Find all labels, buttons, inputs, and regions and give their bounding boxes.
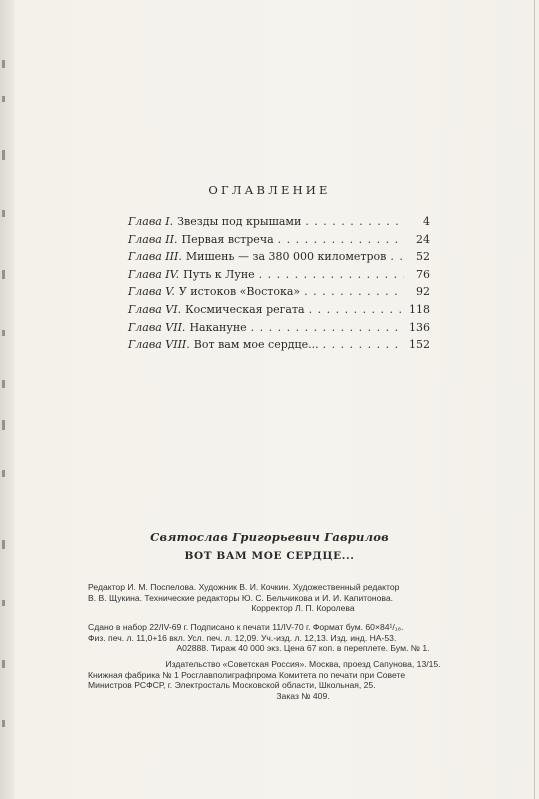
toc-leader-dots — [305, 213, 404, 231]
toc-entry — [128, 336, 430, 354]
colophon-print-info — [88, 622, 518, 654]
toc-page-number: 76 — [416, 267, 430, 281]
spine-mark — [2, 380, 5, 388]
toc-chapter-number: Глава VI. — [128, 302, 182, 316]
toc-leader-dots — [309, 301, 404, 319]
toc-entry — [128, 301, 430, 319]
toc-leader-dots — [323, 336, 404, 354]
spine-mark — [2, 96, 5, 102]
toc-page-number: 92 — [416, 285, 430, 299]
toc-chapter-number: Глава I. — [128, 215, 174, 228]
spine-mark — [2, 60, 5, 68]
author-name: Святослав Григорьевич Гаврилов — [150, 530, 389, 544]
colophon-line: Редактор И. М. Поспелова. Художник В. И. Кочкин. Художественный редактор — [88, 582, 400, 592]
spine-mark — [2, 470, 5, 477]
colophon-line: Физ. печ. л. 11,0+16 вкл. Усл. печ. л. 12,09. Уч.-изд. л. 12,13. Изд. инд. НА-53. — [88, 632, 397, 643]
toc-chapter-number: Глава V. — [128, 285, 175, 299]
colophon-editors — [88, 582, 518, 614]
toc-entry — [128, 266, 430, 284]
toc-chapter-name: Звезды под крышами — [177, 215, 302, 228]
colophon-line: В. В. Щукина. Технические редакторы Ю. С. Бельчикова и И. И. Капитонова. — [88, 592, 394, 603]
toc-leader-dots — [259, 266, 404, 284]
colophon-line: Сдано в набор 22/IV-69 г. Подписано к печати 11/IV-70 г. Формат бум. 60×84¹/₁₆. — [88, 622, 404, 632]
spine-mark — [2, 600, 5, 606]
spine-mark — [2, 420, 5, 430]
toc-chapter-name: Мишень — за 380 000 километров — [185, 250, 387, 264]
page-spine-edge — [0, 0, 14, 799]
toc-leader-dots — [304, 283, 404, 301]
colophon-line: Корректор Л. П. Королева — [251, 603, 355, 614]
toc-entry — [128, 213, 430, 231]
toc-chapter-number: Глава IV. — [128, 267, 180, 281]
toc-page-number: 24 — [416, 232, 430, 246]
spine-mark — [2, 150, 5, 160]
colophon-publisher — [88, 659, 518, 701]
toc-leader-dots — [251, 319, 404, 337]
toc-entry — [128, 231, 430, 249]
table-of-contents — [128, 213, 430, 354]
colophon-line: Книжная фабрика № 1 Росглавполиграфпрома Комитета по печати при Совете — [88, 669, 406, 680]
spine-mark — [2, 270, 5, 279]
toc-chapter-number: Глава VII. — [128, 320, 186, 334]
toc-chapter-name: Накануне — [189, 320, 247, 334]
toc-chapter-number: Глава VIII. — [128, 338, 190, 352]
colophon-line: А02888. Тираж 40 000 экз. Цена 67 коп. в переплете. Бум. № 1. — [176, 643, 430, 654]
spine-mark — [2, 210, 5, 217]
toc-page-number: 136 — [409, 320, 430, 334]
toc-entry — [128, 248, 430, 266]
colophon-line: Министров РСФСР, г. Электросталь Московской области, Школьная, 25. — [88, 680, 376, 691]
spine-mark — [2, 720, 5, 727]
colophon-line: Издательство «Советская Россия». Москва, проезд Сапунова, 13/15. — [165, 659, 441, 669]
book-title: ВОТ ВАМ МОЕ СЕРДЦЕ... — [184, 550, 355, 562]
toc-entry — [128, 319, 430, 337]
toc-page-number: 52 — [416, 250, 430, 264]
toc-entry — [128, 283, 430, 301]
toc-chapter-name: Вот вам мое сердце... — [193, 338, 319, 352]
toc-chapter-name: Космическая регата — [185, 302, 305, 316]
spine-mark — [2, 660, 5, 668]
spine-mark — [2, 330, 5, 336]
toc-chapter-number: Глава III. — [128, 250, 182, 264]
toc-chapter-name: Первая встреча — [181, 232, 274, 246]
toc-leader-dots — [390, 248, 404, 266]
toc-chapter-number: Глава II. — [128, 232, 178, 246]
toc-leader-dots — [278, 231, 404, 249]
toc-page-number: 152 — [409, 338, 430, 352]
toc-page-number: 118 — [409, 302, 430, 316]
toc-chapter-name: Путь к Луне — [183, 267, 255, 281]
page-right-edge — [534, 0, 535, 799]
toc-title: ОГЛАВЛЕНИЕ — [208, 183, 331, 197]
colophon-line: Заказ № 409. — [276, 690, 330, 701]
toc-page-number: 4 — [423, 215, 430, 228]
toc-chapter-name: У истоков «Востока» — [178, 285, 301, 299]
